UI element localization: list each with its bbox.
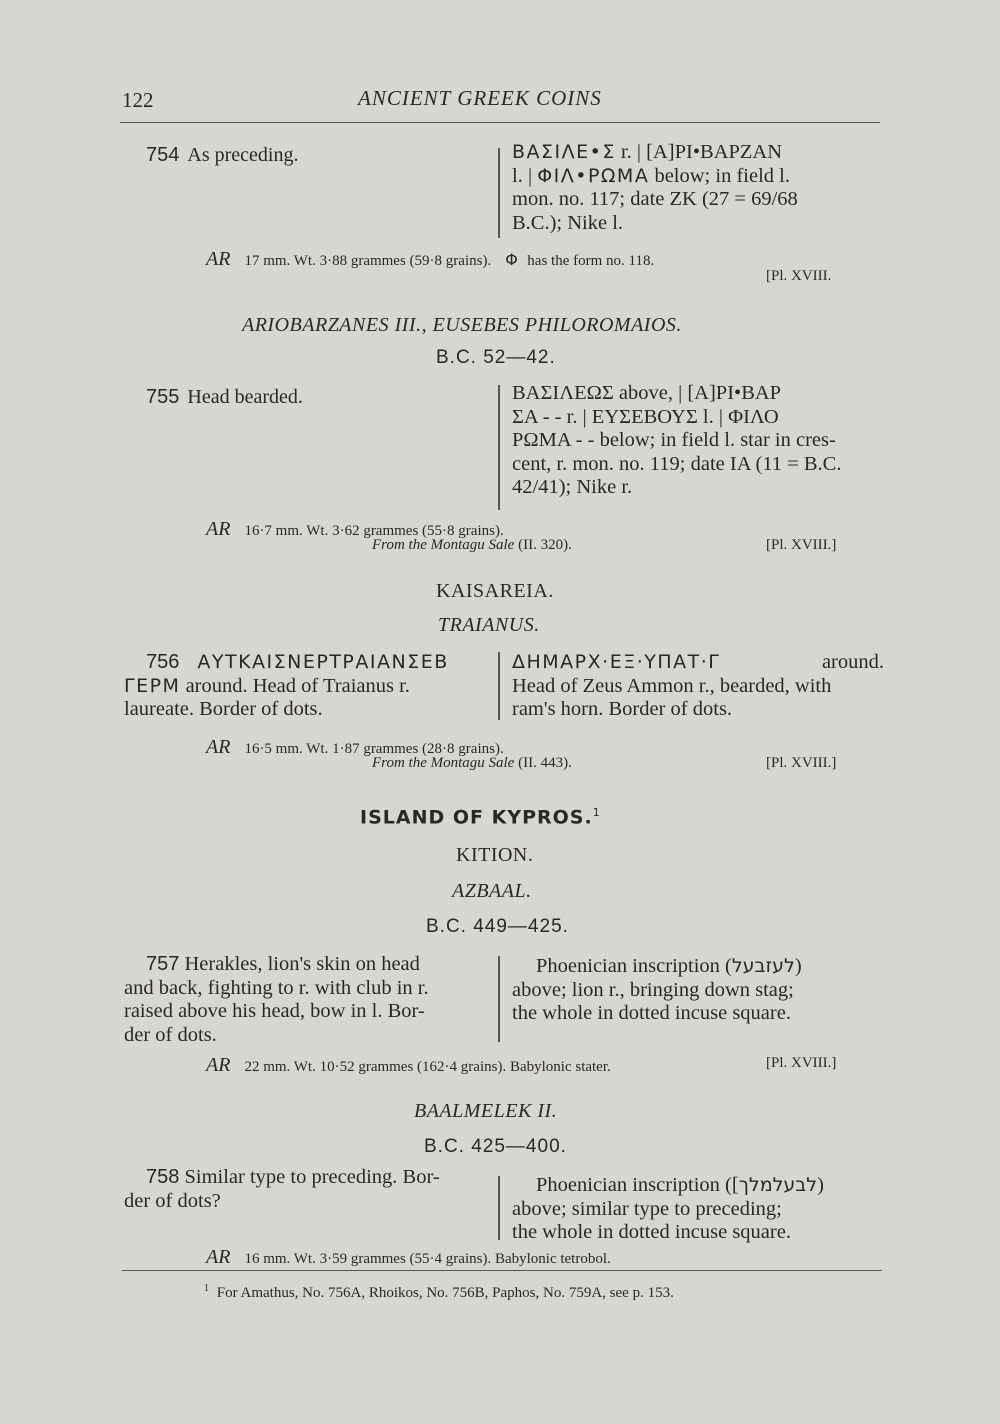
column-divider [498,652,500,720]
reverse-text: ram's horn. Border of dots. [512,698,733,720]
specs-text: 22 mm. Wt. 10·52 grammes (162·4 grains). Babylonic stater. [244,1059,611,1075]
reverse-text: Head of Zeus Ammon r., bearded, with [512,674,832,697]
reverse-text: around. [821,651,884,673]
running-title: ANCIENT GREEK COINS [358,86,602,110]
entry-number: 758 [146,1166,180,1188]
metal-symbol: AR [206,1246,231,1268]
entry-758-obverse [124,1166,486,1213]
entry-754 [146,144,298,167]
entry-number: 757 [146,953,180,975]
entry-756-reverse [512,651,884,722]
reverse-text: above; similar type to preceding; [512,1197,782,1220]
reverse-text: mon. no. 117; date ZK (27 = 69/68 [512,188,798,210]
phi-note: has the form no. 118. [527,253,655,269]
ruler-heading: AZBAAL. [452,880,532,902]
greek-legend: ΔΗΜΑΡΧ·ΕΞ·ΥΠΑΤ·Γ [512,651,721,673]
greek-legend: ΓΕΡΜ [124,674,181,697]
specs-text: 17 mm. Wt. 3·88 grammes (59·8 grains). [244,253,492,269]
metal-symbol: AR [206,1054,231,1076]
entry-number: 756 [146,651,180,673]
reverse-line: ΒΑΣΙΛΕΩΣ above, | [Α]ΡΙ•ΒΑΡ [512,382,782,404]
reverse-text: l. | [512,164,538,187]
reverse-text: r. | [Α]ΡΙ•ΒΑΡΖΑΝ [615,141,783,163]
reverse-line: ΣΑ - - r. | ΕΥΣΕΒΟΥΣ l. | ΦΙΛΟ [512,405,779,428]
date-heading: B.C. 52—42. [436,347,556,368]
reverse-line: ΡΩΜΑ - - below; in field l. star in cres- [512,429,836,451]
date-heading: B.C. 449—425. [426,916,569,937]
header-rule [120,122,880,123]
plate-ref: [Pl. XVIII. [766,268,832,284]
reverse-line: cent, r. mon. no. 119; date ΙΑ (11 = B.C. [512,452,842,475]
footnote [204,1283,674,1302]
greek-legend: ΦΙΛ•ΡΩΜΑ [537,164,650,187]
reverse-text: below; in field l. [649,164,790,187]
city-heading: KAISAREIA. [436,580,554,602]
phi-symbol: Φ [505,250,520,269]
phoenician-inscription: לעזבעל [731,955,795,977]
provenance: From the Montagu Sale (II. 443). [372,755,572,771]
footnote-rule [122,1270,882,1271]
plate-ref: [Pl. XVIII.] [766,755,837,771]
obverse-text: laureate. Border of dots. [124,698,323,720]
entry-757-obverse [124,953,486,1047]
metal-symbol: AR [206,518,231,540]
obverse-text: Herakles, lion's skin on head [184,953,420,975]
reverse-text: Phoenician inscription ([ [536,1174,739,1196]
obverse-text: As preceding. [187,144,299,166]
metal-symbol: AR [206,736,231,758]
entry-754-specs [206,248,654,271]
entry-number: 754 [146,144,180,166]
entry-755 [146,386,303,409]
specs-text: 16 mm. Wt. 3·59 grammes (55·4 grains). Babylonic tetrobol. [244,1251,611,1267]
footnote-mark: 1 [592,806,601,819]
entry-758-reverse: Phoenician inscription ([לבעלמלך) above; similar type to preceding; the whole in dotted incuse square. [512,1174,884,1245]
city-heading: KITION. [456,844,534,866]
greek-legend: ΒΑΣΙΛΕ•Σ [512,141,616,163]
column-divider [498,1176,500,1240]
entry-755-reverse [512,382,884,500]
column-divider [498,148,500,238]
column-divider [498,956,500,1042]
date-heading: B.C. 425—400. [424,1136,567,1157]
provenance: From the Montagu Sale (II. 320). [372,537,572,553]
reverse-text: above; lion r., bringing down stag; [512,978,794,1001]
reverse-text: Phoenician inscription ( [536,955,732,977]
page-number: 122 [122,88,154,112]
greek-legend: ΑΥΤΚΑΙΣΝΕΡΤΡΑΙΑΝΣΕΒ [197,651,449,673]
ruler-heading: TRAIANUS. [438,614,540,636]
column-divider [498,385,500,510]
obverse-text: Similar type to preceding. Bor- [184,1166,440,1188]
region-heading: ISLAND OF KYPROS.$^1$ [360,806,601,829]
entry-754-reverse [512,141,884,235]
obverse-text: around. Head of Traianus r. [180,674,410,697]
obverse-text: and back, fighting to r. with club in r. [124,976,429,999]
entry-757-reverse: Phoenician inscription (לעזבעל) above; lion r., bringing down stag; the whole in dotted incuse square. [512,955,884,1026]
obverse-text: raised above his head, bow in l. Bor- [124,1000,425,1022]
footnote-text: For Amathus, No. 756A, Rhoikos, No. 756B, Paphos, No. 759A, see p. 153. [216,1285,674,1301]
ruler-heading: BAALMELEK II. [414,1100,558,1122]
plate-ref: [Pl. XVIII.] [766,537,837,553]
reverse-text: the whole in dotted incuse square. [512,1221,791,1243]
ruler-heading: ARIOBARZANES III., EUSEBES PHILOROMAIOS. [242,314,682,336]
specs-text: 16·7 mm. Wt. 3·62 grammes (55·8 grains). [244,523,504,539]
entry-758-specs [206,1246,611,1269]
reverse-text: the whole in dotted incuse square. [512,1002,791,1024]
phoenician-inscription: לבעלמלך [738,1174,818,1196]
obverse-text: der of dots? [124,1189,221,1212]
entry-number: 755 [146,386,180,408]
obverse-text: Head bearded. [187,386,303,408]
obverse-text: der of dots. [124,1023,217,1046]
metal-symbol: AR [206,248,231,270]
plate-ref: [Pl. XVIII.] [766,1055,837,1071]
entry-757-specs [206,1054,611,1077]
specs-text: 16·5 mm. Wt. 1·87 grammes (28·8 grains). [244,741,504,757]
entry-756-obverse [124,651,486,722]
footnote-mark: 1 [204,1283,209,1294]
reverse-text: B.C.); Nike l. [512,211,624,234]
reverse-line: 42/41); Nike r. [512,476,633,498]
